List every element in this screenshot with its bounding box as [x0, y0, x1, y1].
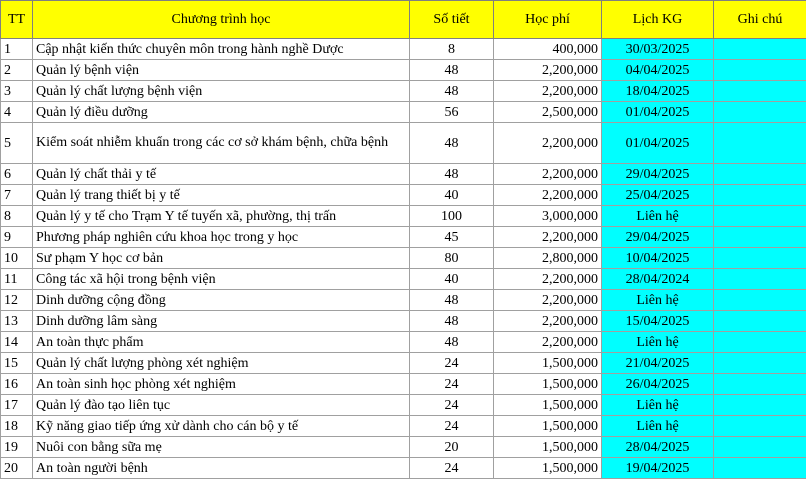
cell-program[interactable]: An toàn thực phẩm: [33, 332, 410, 353]
cell-program[interactable]: Kiểm soát nhiễm khuẩn trong các cơ sở khám bệnh, chữa bệnh: [33, 123, 410, 164]
cell-start-date[interactable]: Liên hệ: [602, 395, 714, 416]
cell-fee[interactable]: 1,500,000: [494, 374, 602, 395]
cell-tt[interactable]: 1: [1, 39, 33, 60]
cell-periods[interactable]: 80: [410, 248, 494, 269]
cell-tt[interactable]: 2: [1, 60, 33, 81]
cell-start-date[interactable]: 04/04/2025: [602, 60, 714, 81]
cell-periods[interactable]: 48: [410, 164, 494, 185]
cell-periods[interactable]: 48: [410, 60, 494, 81]
cell-tt[interactable]: 18: [1, 416, 33, 437]
cell-tt[interactable]: 19: [1, 437, 33, 458]
cell-tt[interactable]: 12: [1, 290, 33, 311]
table-row: [1, 458, 806, 479]
table-row: [1, 353, 806, 374]
cell-note[interactable]: [714, 395, 806, 416]
table-body: [1, 39, 806, 479]
cell-program[interactable]: Phương pháp nghiên cứu khoa học trong y học: [33, 227, 410, 248]
table-row: [1, 39, 806, 60]
cell-program[interactable]: Quản lý trang thiết bị y tế: [33, 185, 410, 206]
cell-note[interactable]: [714, 290, 806, 311]
cell-start-date[interactable]: 29/04/2025: [602, 164, 714, 185]
cell-periods[interactable]: 24: [410, 374, 494, 395]
cell-start-date[interactable]: 01/04/2025: [602, 102, 714, 123]
cell-fee[interactable]: 2,200,000: [494, 123, 602, 164]
cell-tt[interactable]: 7: [1, 185, 33, 206]
cell-tt[interactable]: 9: [1, 227, 33, 248]
cell-note[interactable]: [714, 39, 806, 60]
table-row: [1, 81, 806, 102]
cell-note[interactable]: [714, 123, 806, 164]
cell-tt[interactable]: 15: [1, 353, 33, 374]
cell-start-date[interactable]: 30/03/2025: [602, 39, 714, 60]
cell-program[interactable]: Quản lý chất lượng bệnh viện: [33, 81, 410, 102]
table-row: [1, 185, 806, 206]
cell-program[interactable]: Quản lý đào tạo liên tục: [33, 395, 410, 416]
cell-tt[interactable]: 14: [1, 332, 33, 353]
cell-program[interactable]: An toàn người bệnh: [33, 458, 410, 479]
cell-tt[interactable]: 16: [1, 374, 33, 395]
cell-fee[interactable]: 400,000: [494, 39, 602, 60]
cell-periods[interactable]: 48: [410, 311, 494, 332]
cell-start-date[interactable]: 10/04/2025: [602, 248, 714, 269]
cell-start-date[interactable]: 21/04/2025: [602, 353, 714, 374]
header-start-date[interactable]: Lịch KG: [602, 1, 714, 39]
cell-program[interactable]: Quản lý y tế cho Trạm Y tế tuyến xã, phường, thị trấn: [33, 206, 410, 227]
cell-periods[interactable]: 20: [410, 437, 494, 458]
cell-periods[interactable]: 24: [410, 416, 494, 437]
cell-start-date[interactable]: 18/04/2025: [602, 81, 714, 102]
cell-note[interactable]: [714, 185, 806, 206]
cell-periods[interactable]: 8: [410, 39, 494, 60]
cell-note[interactable]: [714, 374, 806, 395]
cell-note[interactable]: [714, 332, 806, 353]
cell-program[interactable]: Quản lý điều dưỡng: [33, 102, 410, 123]
cell-periods[interactable]: 48: [410, 332, 494, 353]
cell-fee[interactable]: 2,200,000: [494, 311, 602, 332]
cell-note[interactable]: [714, 353, 806, 374]
cell-note[interactable]: [714, 311, 806, 332]
cell-periods[interactable]: 40: [410, 269, 494, 290]
header-fee[interactable]: Học phí: [494, 1, 602, 39]
table-row: [1, 374, 806, 395]
cell-fee[interactable]: 2,200,000: [494, 290, 602, 311]
cell-note[interactable]: [714, 227, 806, 248]
cell-periods[interactable]: 24: [410, 353, 494, 374]
cell-note[interactable]: [714, 248, 806, 269]
cell-tt[interactable]: 10: [1, 248, 33, 269]
cell-fee[interactable]: 2,200,000: [494, 332, 602, 353]
cell-fee[interactable]: 1,500,000: [494, 395, 602, 416]
cell-note[interactable]: [714, 269, 806, 290]
cell-periods[interactable]: 48: [410, 81, 494, 102]
cell-fee[interactable]: 2,200,000: [494, 185, 602, 206]
cell-start-date[interactable]: 19/04/2025: [602, 458, 714, 479]
table-row: [1, 416, 806, 437]
cell-periods[interactable]: 40: [410, 185, 494, 206]
cell-start-date[interactable]: Liên hệ: [602, 332, 714, 353]
cell-start-date[interactable]: Liên hệ: [602, 416, 714, 437]
cell-periods[interactable]: 48: [410, 123, 494, 164]
table-row: [1, 60, 806, 81]
cell-periods[interactable]: 100: [410, 206, 494, 227]
table-row: [1, 206, 806, 227]
cell-note[interactable]: [714, 164, 806, 185]
header-tt[interactable]: TT: [1, 1, 33, 39]
cell-periods[interactable]: 48: [410, 290, 494, 311]
cell-note[interactable]: [714, 206, 806, 227]
cell-program[interactable]: Nuôi con bằng sữa mẹ: [33, 437, 410, 458]
cell-program[interactable]: Quản lý bệnh viện: [33, 60, 410, 81]
header-note[interactable]: Ghi chú: [714, 1, 806, 39]
cell-start-date[interactable]: 26/04/2025: [602, 374, 714, 395]
table-row: [1, 269, 806, 290]
cell-start-date[interactable]: Liên hệ: [602, 290, 714, 311]
table-row: [1, 123, 806, 164]
cell-program[interactable]: Kỹ năng giao tiếp ứng xử dành cho cán bộ y tế: [33, 416, 410, 437]
cell-start-date[interactable]: 25/04/2025: [602, 185, 714, 206]
cell-tt[interactable]: 6: [1, 164, 33, 185]
cell-note[interactable]: [714, 437, 806, 458]
cell-fee[interactable]: 1,500,000: [494, 353, 602, 374]
cell-tt[interactable]: 13: [1, 311, 33, 332]
cell-program[interactable]: Dinh dưỡng cộng đồng: [33, 290, 410, 311]
cell-tt[interactable]: 4: [1, 102, 33, 123]
cell-start-date[interactable]: 28/04/2024: [602, 269, 714, 290]
cell-start-date[interactable]: Liên hệ: [602, 206, 714, 227]
cell-periods[interactable]: 24: [410, 458, 494, 479]
header-program[interactable]: Chương trình học: [33, 1, 410, 39]
table-row: [1, 248, 806, 269]
cell-note[interactable]: [714, 60, 806, 81]
cell-periods[interactable]: 24: [410, 395, 494, 416]
cell-start-date[interactable]: 29/04/2025: [602, 227, 714, 248]
cell-program[interactable]: Sư phạm Y học cơ bản: [33, 248, 410, 269]
cell-fee[interactable]: 1,500,000: [494, 416, 602, 437]
cell-tt[interactable]: 11: [1, 269, 33, 290]
cell-tt[interactable]: 5: [1, 123, 33, 164]
cell-program[interactable]: Cập nhật kiến thức chuyên môn trong hành nghề Dược: [33, 39, 410, 60]
cell-fee[interactable]: 1,500,000: [494, 458, 602, 479]
cell-note[interactable]: [714, 458, 806, 479]
cell-program[interactable]: Dinh dưỡng lâm sàng: [33, 311, 410, 332]
cell-fee[interactable]: 2,200,000: [494, 227, 602, 248]
cell-fee[interactable]: 3,000,000: [494, 206, 602, 227]
cell-fee[interactable]: 2,200,000: [494, 164, 602, 185]
cell-tt[interactable]: 3: [1, 81, 33, 102]
cell-start-date[interactable]: 28/04/2025: [602, 437, 714, 458]
cell-program[interactable]: An toàn sinh học phòng xét nghiệm: [33, 374, 410, 395]
table-row: [1, 227, 806, 248]
cell-periods[interactable]: 45: [410, 227, 494, 248]
cell-note[interactable]: [714, 81, 806, 102]
cell-fee[interactable]: 2,800,000: [494, 248, 602, 269]
cell-fee[interactable]: 1,500,000: [494, 437, 602, 458]
cell-tt[interactable]: 17: [1, 395, 33, 416]
header-row: [1, 1, 806, 39]
cell-note[interactable]: [714, 102, 806, 123]
header-periods[interactable]: Số tiết: [410, 1, 494, 39]
cell-start-date[interactable]: 15/04/2025: [602, 311, 714, 332]
cell-program[interactable]: Công tác xã hội trong bệnh viện: [33, 269, 410, 290]
table-row: [1, 102, 806, 123]
table-row: [1, 311, 806, 332]
cell-fee[interactable]: 2,500,000: [494, 102, 602, 123]
cell-start-date[interactable]: 01/04/2025: [602, 123, 714, 164]
cell-tt[interactable]: 8: [1, 206, 33, 227]
cell-program[interactable]: Quản lý chất lượng phòng xét nghiệm: [33, 353, 410, 374]
cell-fee[interactable]: 2,200,000: [494, 269, 602, 290]
table-row: [1, 437, 806, 458]
cell-note[interactable]: [714, 416, 806, 437]
table-row: [1, 395, 806, 416]
table-row: [1, 290, 806, 311]
cell-fee[interactable]: 2,200,000: [494, 81, 602, 102]
cell-periods[interactable]: 56: [410, 102, 494, 123]
table-row: [1, 332, 806, 353]
cell-tt[interactable]: 20: [1, 458, 33, 479]
cell-fee[interactable]: 2,200,000: [494, 60, 602, 81]
table-row: [1, 164, 806, 185]
cell-program[interactable]: Quản lý chất thải y tế: [33, 164, 410, 185]
